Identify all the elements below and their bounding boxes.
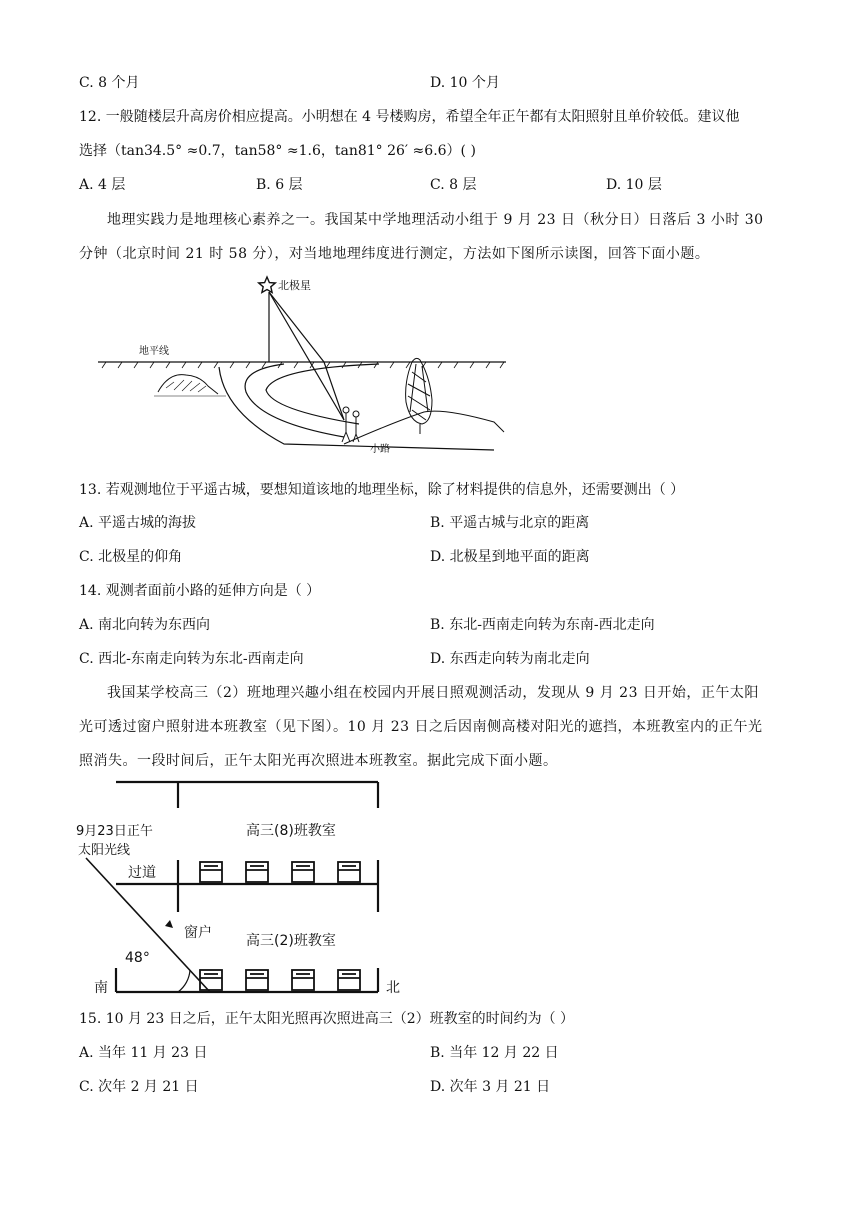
q15-option-b: B. 当年 12 月 22 日 <box>430 1045 559 1061</box>
path-outline <box>245 364 344 437</box>
path-edge <box>266 364 379 424</box>
classroom-sunlight-figure <box>76 778 416 998</box>
path-label: 小路 <box>370 444 390 455</box>
q13-option-c: C. 北极星的仰角 <box>79 549 183 565</box>
corridor-label: 过道 <box>128 865 156 881</box>
tree <box>406 358 432 434</box>
q12-stem-line2: 选择（tan34.5° ≈0.7，tan58° ≈1.6，tan81° 26′ ≈6.6）( ) <box>79 143 476 159</box>
desks-lower <box>200 970 360 990</box>
polaris-label: 北极星 <box>278 279 311 292</box>
window-label: 窗户 <box>184 925 212 941</box>
room8-label: 高三(8)班教室 <box>246 823 336 839</box>
q12-option-c: C. 8 层 <box>430 177 477 193</box>
sun-label-line1: 9月23日正午 <box>76 824 153 839</box>
q13-stem: 13. 若观测地位于平遥古城，要想知道该地的地理坐标，除了材料提供的信息外，还需要测出（ ） <box>79 482 685 498</box>
material2-line3: 照消失。一段时间后，正午太阳光再次照进本班教室。据此完成下面小题。 <box>79 753 558 769</box>
polaris-star-icon <box>259 277 276 293</box>
south-label: 南 <box>94 980 108 996</box>
mound <box>158 375 218 394</box>
q14-stem: 14. 观测者面前小路的延伸方向是（ ） <box>79 583 321 599</box>
q15-option-a: A. 当年 11 月 23 日 <box>79 1045 208 1061</box>
sun-ray-arrow-icon <box>165 920 173 928</box>
q15-option-c: C. 次年 2 月 21 日 <box>79 1079 199 1095</box>
sight-lines <box>269 292 344 420</box>
room2-label: 高三(2)班教室 <box>246 933 336 949</box>
q15-option-d: D. 次年 3 月 21 日 <box>430 1079 551 1095</box>
q11-option-d: D. 10 个月 <box>430 75 500 91</box>
material2-line2: 光可透过窗户照射进本班教室（见下图）。10 月 23 日之后因南侧高楼对阳光的遮挡，本班教室内的正午光 <box>79 719 763 735</box>
q13-option-a: A. 平遥古城的海拔 <box>79 515 197 531</box>
building-structure <box>116 782 378 992</box>
q12-option-d: D. 10 层 <box>606 177 662 193</box>
q13-option-b: B. 平遥古城与北京的距离 <box>430 515 590 531</box>
q14-option-d: D. 东西走向转为南北走向 <box>430 651 590 667</box>
material1-line2: 分钟（北京时间 21 时 58 分），对当地地理纬度进行测定，方法如下图所示读图，回答下面小题。 <box>79 246 710 262</box>
sun-label-line2: 太阳光线 <box>78 843 131 858</box>
horizon-label: 地平线 <box>139 346 169 357</box>
material2-line1: 我国某学校高三（2）班地理兴趣小组在校园内开展日照观测活动，发现从 9 月 23 日开始，正午太阳 <box>107 685 759 701</box>
angle-arc <box>178 970 190 992</box>
north-label: 北 <box>386 980 400 996</box>
material1-line1: 地理实践力是地理核心素养之一。我国某中学地理活动小组于 9 月 23 日（秋分日）日落后 3 小时 30 <box>107 212 764 228</box>
q12-option-a: A. 4 层 <box>79 177 126 193</box>
q11-option-c: C. 8 个月 <box>79 75 140 91</box>
observers <box>342 407 359 442</box>
angle-label: 48° <box>125 950 150 966</box>
q12-option-b: B. 6 层 <box>256 177 303 193</box>
q14-option-c: C. 西北-东南走向转为东北-西南走向 <box>79 651 304 667</box>
polaris-observation-figure <box>94 272 514 464</box>
horizon-hatching <box>102 362 504 368</box>
q14-option-b: B. 东北-西南走向转为东南-西北走向 <box>430 617 655 633</box>
foreground-bank <box>344 411 504 444</box>
q12-stem-line1: 12. 一般随楼层升高房价相应提高。小明想在 4 号楼购房，希望全年正午都有太阳照射且单价较低。建议他 <box>79 109 740 125</box>
q14-option-a: A. 南北向转为东西向 <box>79 617 211 633</box>
q15-stem: 15. 10 月 23 日之后，正午太阳光照再次照进高三（2）班教室的时间约为（ ） <box>79 1011 575 1027</box>
desks-upper <box>200 862 360 882</box>
q13-option-d: D. 北极星到地平面的距离 <box>430 549 590 565</box>
